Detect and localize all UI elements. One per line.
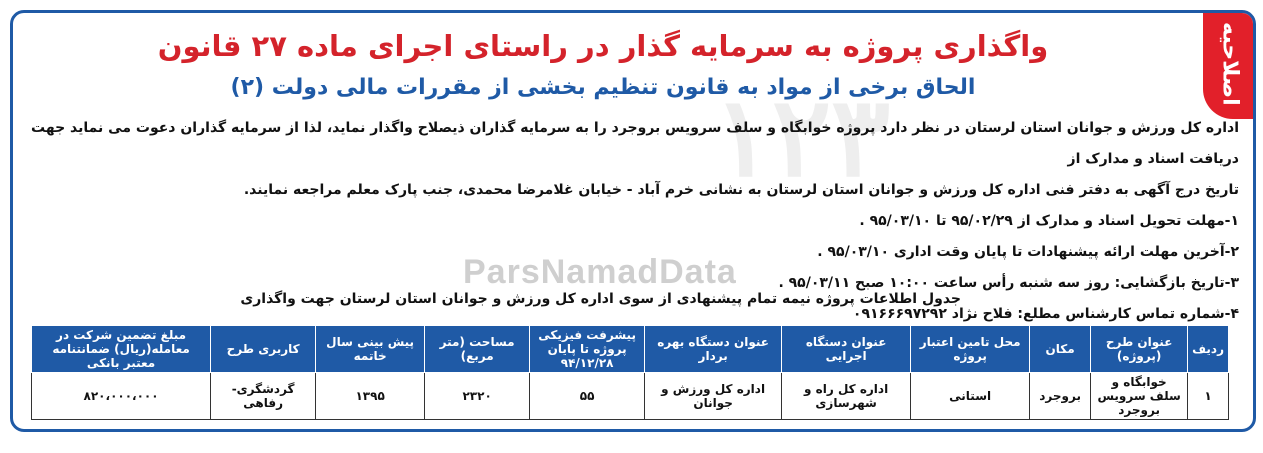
intro-line-2: تاریخ درج آگهی به دفتر فنی اداره کل ورزش و جوانان استان لرستان به نشانی خرم آباد - خیابان غلامرضا محمدی، جنب پارک معلم مراجعه نمایند.: [243, 182, 1239, 198]
col-header: عنوان دستگاه اجرایی: [782, 326, 911, 373]
table-cell: ۵۵: [530, 373, 645, 420]
table-row: [32, 373, 1229, 420]
condition-item: ۴-شماره تماس کارشناس مطلع: فلاح نژاد ۰۹۱۶۶۶۹۷۲۹۲: [852, 306, 1239, 322]
table-cell: اداره کل راه و شهرسازی: [782, 373, 911, 420]
condition-item: ۲-آخرین مهلت ارائه پیشنهادات تا پایان وقت اداری ۹۵/۰۳/۱۰ .: [817, 244, 1239, 260]
background-watermark-number: ۱۲۳: [713, 76, 891, 199]
col-header: ردیف: [1188, 326, 1229, 373]
col-header: مکان: [1030, 326, 1091, 373]
col-header: محل تامین اعتبار پروژه: [911, 326, 1030, 373]
table-header-row: [32, 326, 1229, 373]
correction-badge: اصلاحیه: [1203, 10, 1256, 119]
table-cell: استانی: [911, 373, 1030, 420]
condition-item: ۱-مهلت تحویل اسناد و مدارک از ۹۵/۰۲/۲۹ تا ۹۵/۰۳/۱۰ .: [859, 213, 1239, 229]
conditions-list: [23, 206, 1239, 330]
col-header: مبلغ تضمین شرکت در معامله(ریال) ضمانتنامه معتبر بانکی: [32, 326, 211, 373]
watermark: ParsNamadData: [463, 253, 737, 291]
table-cell: ۱: [1188, 373, 1229, 420]
col-header: پیش بینی سال خاتمه: [316, 326, 425, 373]
table-caption: جدول اطلاعات پروژه نیمه تمام پیشنهادی از سوی اداره کل ورزش و جوانان استان لرستان جهت واگذاری: [240, 291, 961, 307]
col-header: کاربری طرح: [211, 326, 316, 373]
table-cell: بروجرد: [1030, 373, 1091, 420]
ad-frame: [10, 10, 1256, 432]
intro-line-1: اداره کل ورزش و جوانان استان لرستان در نظر دارد پروژه خوابگاه و سلف سرویس بروجرد را به سرمایه گذاران ذیصلاح واگذار نماید، لذا از سرمایه گذاران دعوت می نماید جهت دریافت اسناد و مدارک از: [31, 120, 1239, 167]
table-cell: ۱۳۹۵: [316, 373, 425, 420]
condition-item: ۳-تاریخ بازگشایی: روز سه شنبه رأس ساعت ۱۰:۰۰ صبح ۹۵/۰۳/۱۱ .: [778, 275, 1239, 291]
page-title: واگذاری پروژه به سرمایه گذار در راستای اجرای ماده ۲۷ قانون: [157, 29, 1049, 63]
page-subtitle: الحاق برخی از مواد به قانون تنظیم بخشی از مقررات مالی دولت (۲): [230, 75, 976, 100]
project-table: [31, 325, 1229, 420]
table-cell: خوابگاه و سلف سرویس بروجرد: [1091, 373, 1188, 420]
table-cell: ۲۳۲۰: [425, 373, 530, 420]
col-header: مساحت (متر مربع): [425, 326, 530, 373]
table-cell: ۸۲۰،۰۰۰،۰۰۰: [32, 373, 211, 420]
col-header: عنوان طرح (پروژه): [1091, 326, 1188, 373]
col-header: پیشرفت فیزیکی پروژه تا پایان ۹۴/۱۲/۲۸: [530, 326, 645, 373]
col-header: عنوان دستگاه بهره بردار: [645, 326, 782, 373]
table-cell: گردشگری-رفاهی: [211, 373, 316, 420]
table-cell: اداره کل ورزش و جوانان: [645, 373, 782, 420]
